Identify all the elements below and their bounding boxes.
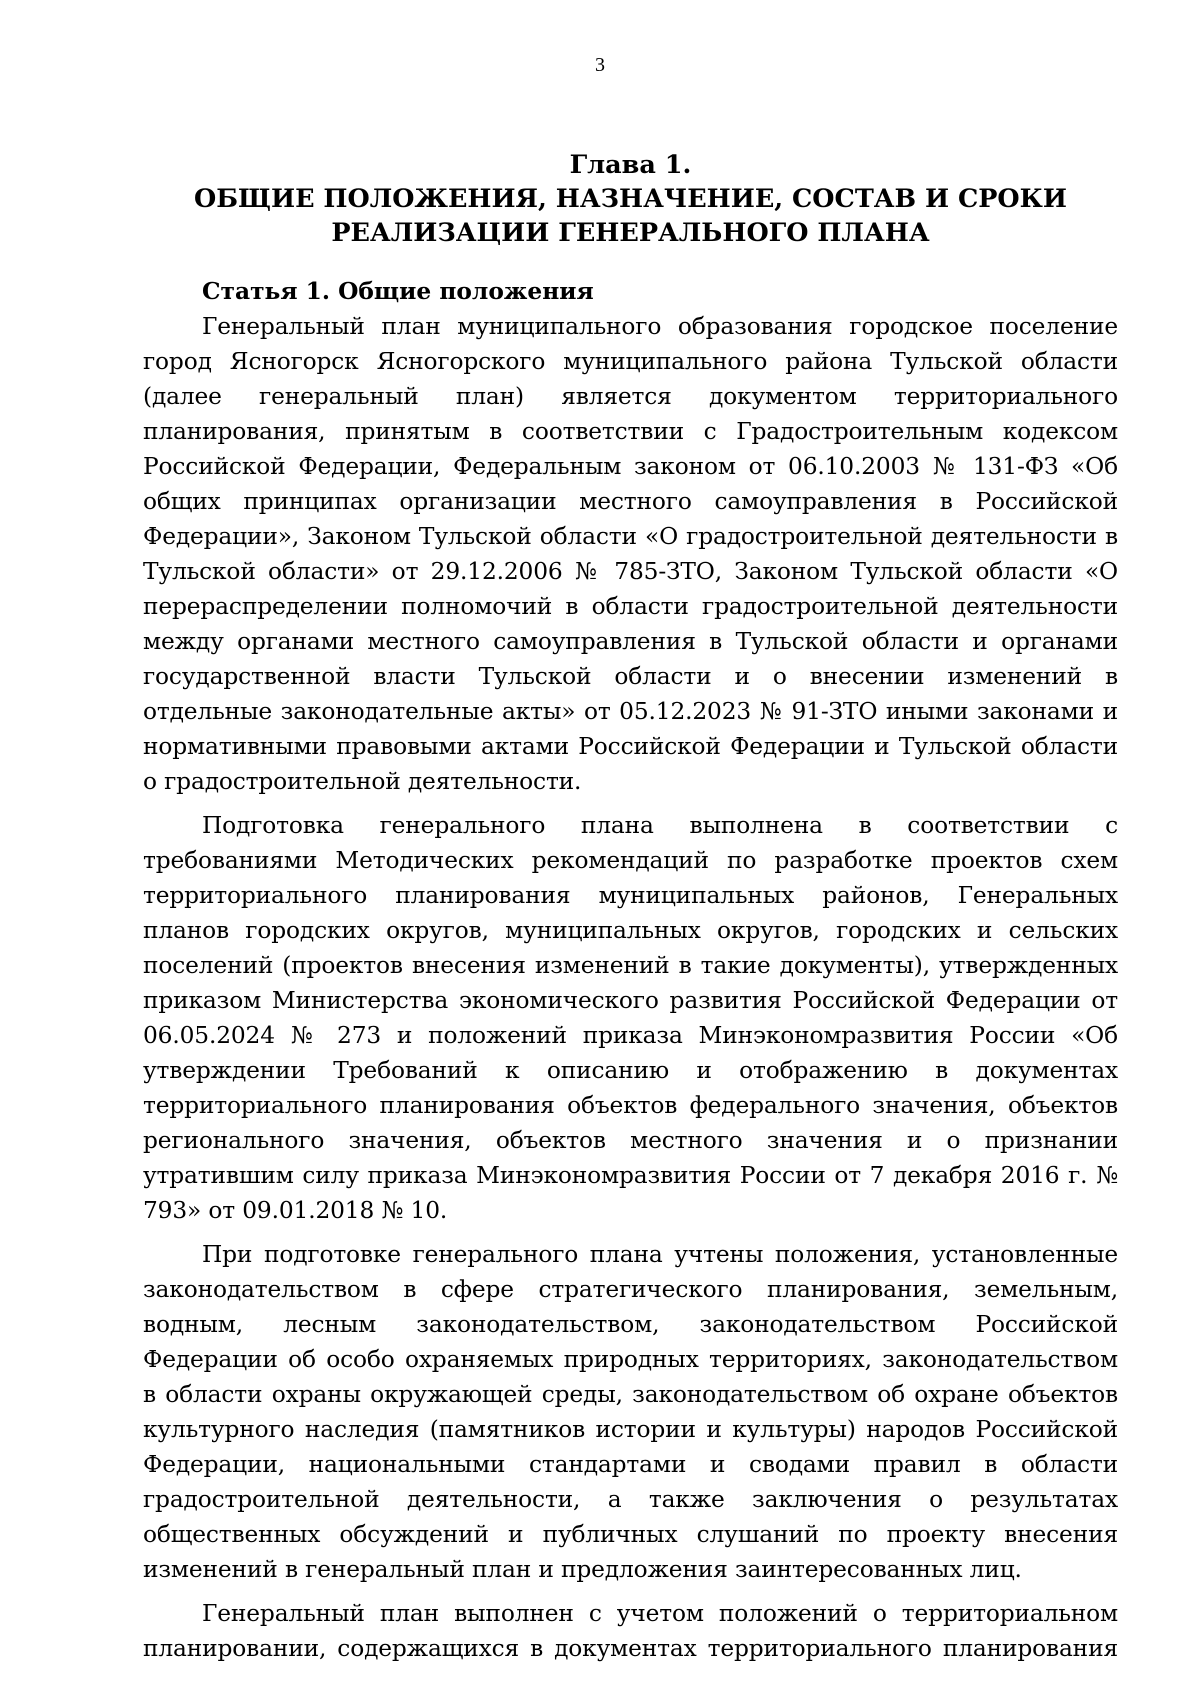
document-body [143, 274, 1118, 1666]
chapter-title-line-2: РЕАЛИЗАЦИИ ГЕНЕРАЛЬНОГО ПЛАНА [331, 218, 930, 248]
paragraph-territorial-planning: Генеральный план выполнен с учетом положений о территориальном планировании, содержащихся в документах территориального планирования [143, 1600, 1118, 1662]
chapter-label: Глава 1. [569, 150, 692, 180]
article-heading: Статья 1. Общие положения [202, 278, 594, 305]
paragraph-preparation-requirements: Подготовка генерального плана выполнена в соответствии с требованиями Методических рекомендаций по разработке проектов схем территориального планирования муниципальных районов, Генеральных планов городских округов, муниципальных округов, городских и сельских поселений (проектов внесения изменений в такие документы), утвержденных приказом Министерства экономического развития Российской Федерации от 06.05.2024 № 273 и положений приказа Минэкономразвития России «Об утверждении Требований к описанию и отображению в документах территориального планирования объектов федерального значения, объектов регионального значения, объектов местного значения и о признании утратившим силу приказа Минэкономразвития России от 7 декабря 2016 г. № 793» от 09.01.2018 № 10. [143, 812, 1118, 1224]
chapter-title-line-1: ОБЩИЕ ПОЛОЖЕНИЯ, НАЗНАЧЕНИЕ, СОСТАВ И СРОКИ [194, 184, 1067, 214]
page-number: 3 [595, 54, 605, 76]
paragraph-general-plan-basis: Генеральный план муниципального образования городское поселение город Ясногорск Ясногорского муниципального района Тульской области (далее генеральный план) является документом территориального планирования, принятым в соответствии с Градостроительным кодексом Российской Федерации, Федеральным законом от 06.10.2003 № 131-ФЗ «Об общих принципах организации местного самоуправления в Российской Федерации», Законом Тульской области «О градостроительной деятельности в Тульской области» от 29.12.2006 № 785-ЗТО, Законом Тульской области «О перераспределении полномочий в области градостроительной деятельности между органами местного самоуправления в Тульской области и органами государственной власти Тульской области и о внесении изменений в отдельные законодательные акты» от 05.12.2023 № 91-ЗТО иными законами и нормативными правовыми актами Российской Федерации и Тульской области о градостроительной деятельности. [143, 313, 1118, 795]
chapter-heading [143, 148, 1118, 250]
paragraph-legislation-considered: При подготовке генерального плана учтены положения, установленные законодательством в сфере стратегического планирования, земельным, водным, лесным законодательством, законодательством Российской Федерации об особо охраняемых природных территориях, законодательством в области охраны окружающей среды, законодательством об охране объектов культурного наследия (памятников истории и культуры) народов Российской Федерации, национальными стандартами и сводами правил в области градостроительной деятельности, а также заключения о результатах общественных обсуждений и публичных слушаний по проекту внесения изменений в генеральный план и предложения заинтересованных лиц. [143, 1241, 1118, 1583]
